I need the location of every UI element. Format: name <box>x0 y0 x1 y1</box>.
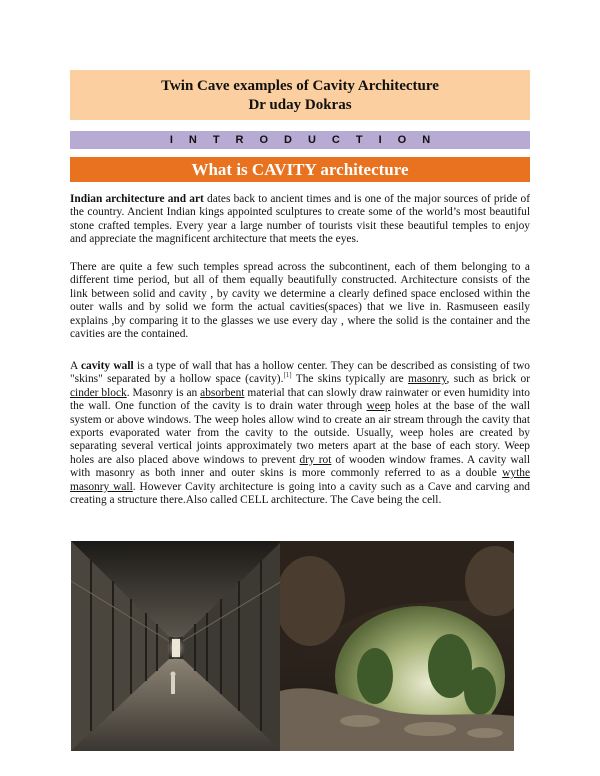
paragraph-3-text: . Masonry is an <box>126 386 201 399</box>
paragraph-2: There are quite a few such temples spread across the subcontinent, each of them belonging to a different time period, but all of them equally beautifully constructed. Architecture consists of the link between solid and cavity , by cavity we determine a clearly defined space enclosed within the outer walls and by solid we form the actual cavities(spaces) that we live in. Rasmuseen easily explains ,by comparing it to the glasses we use every day , where the solid is the container and the cavities are the contained. <box>70 261 530 341</box>
paragraph-1 <box>70 193 530 247</box>
paragraph-3-text: holes at the base of the wall system or above windows. The weep holes allow wind to create an air stream through the cavity that exports evaporated water from the cavity to the outside. Usually, weep holes are created by separating several vertical joints approximately two meters apart at the base of each story. Weep holes are also placed above windows to prevent <box>70 400 530 466</box>
paragraph-3-text: is a type of wall that has a hollow center. They can be described as consisting of two "skins" separated by a hollow space (cavity). <box>70 360 530 386</box>
introduction-label: INTRODUCTION <box>169 134 447 146</box>
paragraph-3-text: , such as brick or <box>446 373 530 386</box>
weep-link[interactable]: weep <box>366 400 391 413</box>
paragraph-1-text: dates back to ancient times and is one of the major sources of pride of the country. Ancient Indian kings appointed sculptures to create some of the world’s most beautiful stone crafted temples. Every year a large number of tourists visit these beautiful temples to enjoy and appreciate the magnificent architecture that meets the eyes. <box>70 193 530 246</box>
masonry-link[interactable]: masonry <box>408 373 447 386</box>
document-title: Twin Cave examples of Cavity Architecture <box>161 78 439 94</box>
paragraph-3-text: . However Cavity architecture is going into a cavity such as a Cave and carving and creating a structure there.Also called CELL architecture. The Cave being the cell. <box>70 480 530 507</box>
section-heading-bar <box>70 157 530 182</box>
masonry-wall-link[interactable]: masonry wall <box>70 480 133 493</box>
section-heading: What is CAVITY architecture <box>191 160 409 179</box>
cinder-block-link[interactable]: cinder block <box>70 386 127 399</box>
paragraph-3-text: The skins typically are <box>291 373 409 386</box>
absorbent-link[interactable]: absorbent <box>200 386 245 399</box>
cave-photo <box>280 541 514 751</box>
footnote-link[interactable]: [1] <box>283 371 292 380</box>
paragraph-1-lead: Indian architecture and art <box>70 193 204 205</box>
cavity-wall-term: cavity wall <box>80 360 134 372</box>
paragraph-3 <box>70 360 530 507</box>
title-box <box>70 70 530 120</box>
document-author: Dr uday Dokras <box>248 97 352 113</box>
wythe-link[interactable]: wythe <box>502 467 530 480</box>
corridor-photo <box>71 541 282 751</box>
paragraph-3-text: of wooden window frames. A cavity wall with masonry as both inner and outer skins is more commonly referred to as a double <box>70 453 531 480</box>
dry-rot-link[interactable]: dry rot <box>299 453 332 466</box>
introduction-bar <box>70 131 530 149</box>
paragraph-3-text: material that can slowly draw rainwater or even humidity into the wall. One function of the cavity is to drain water through <box>70 386 530 413</box>
paragraph-3-text: A <box>70 360 81 372</box>
